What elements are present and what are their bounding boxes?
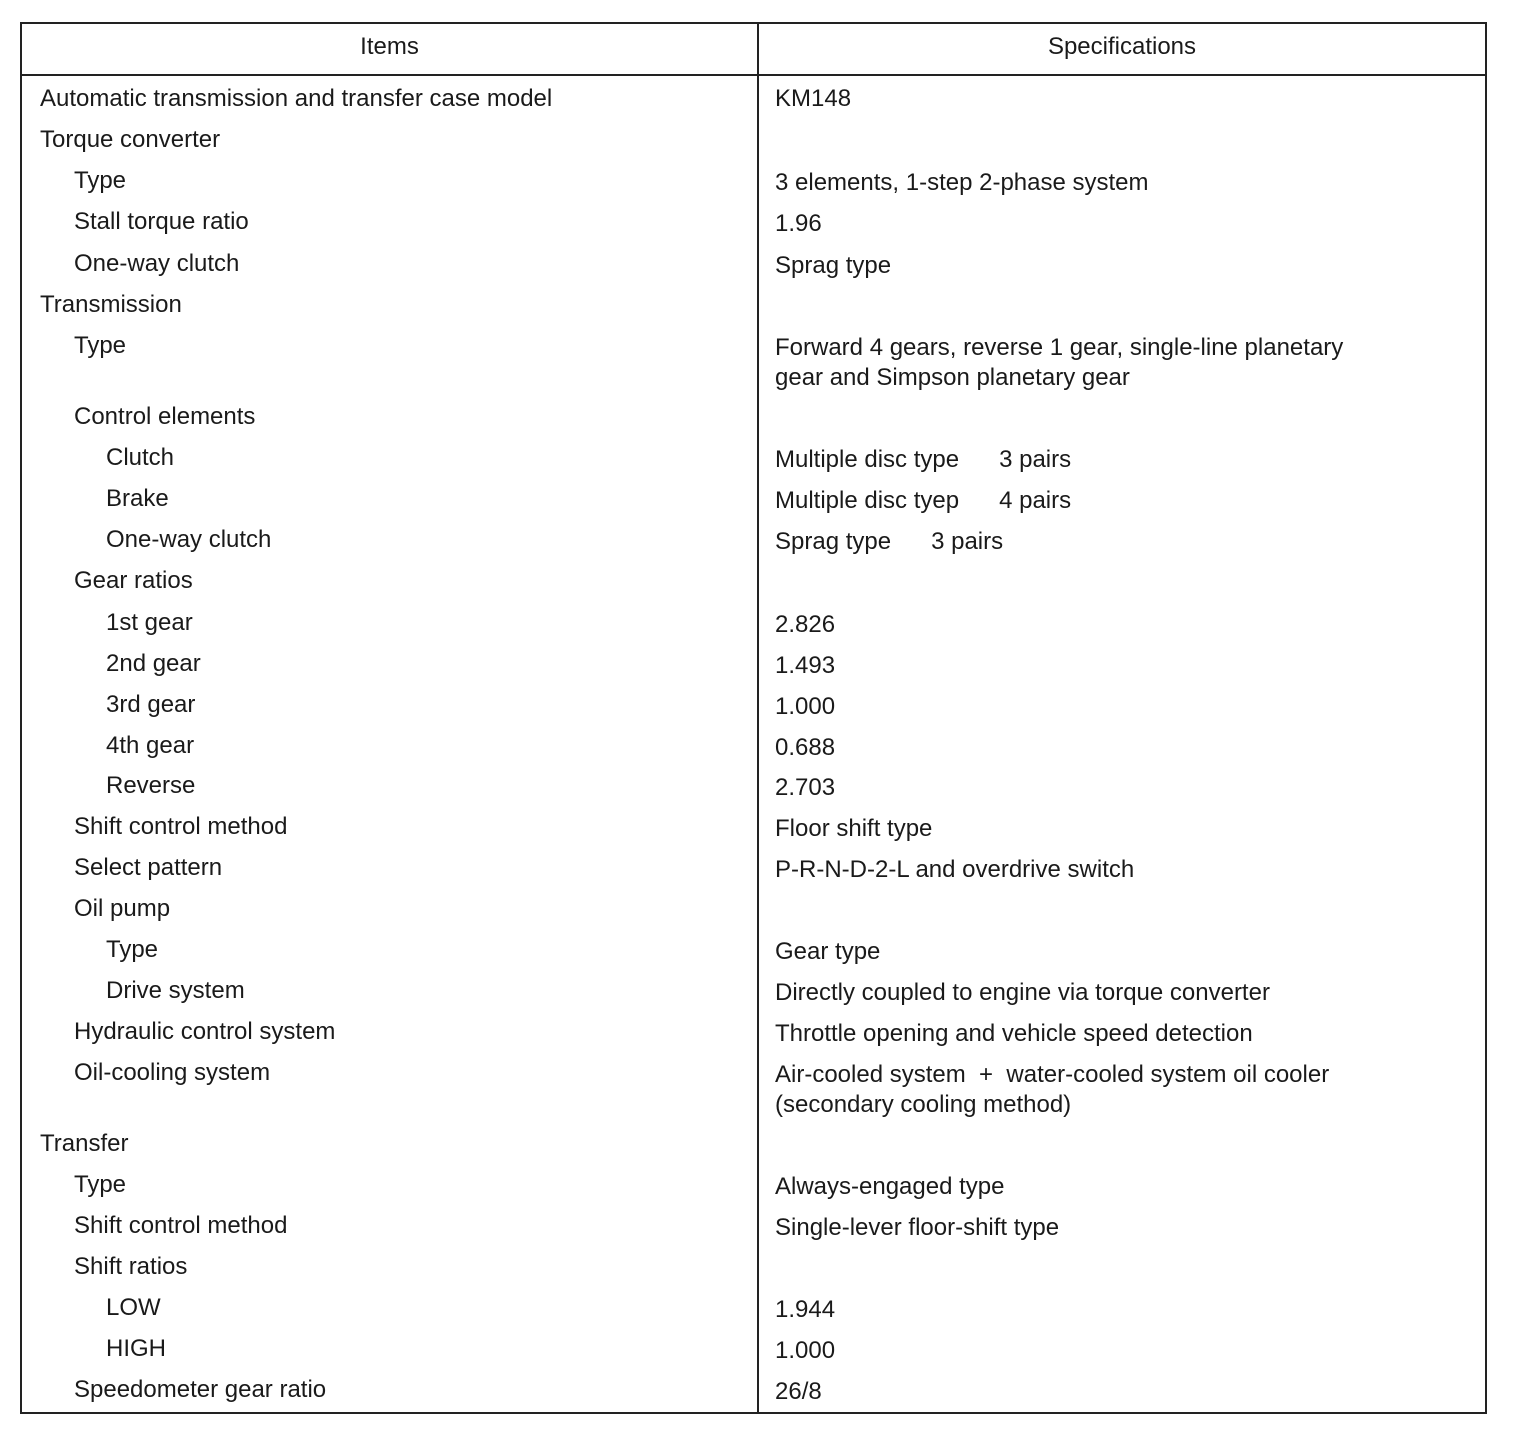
spec-value: Multiple disc type 3 pairs bbox=[775, 446, 1072, 473]
spec-value: 2.826 bbox=[775, 611, 836, 638]
spec-value: KM148 bbox=[775, 85, 852, 112]
header-items: Items bbox=[360, 33, 419, 60]
spec-value: Floor shift type bbox=[775, 815, 933, 842]
spec-table bbox=[20, 22, 1487, 1414]
item-label: Stall torque ratio bbox=[74, 208, 249, 235]
item-label: Clutch bbox=[106, 444, 175, 471]
spec-value: Air-cooled system + water-cooled system oil cooler (secondary cooling method) bbox=[775, 1061, 1330, 1118]
item-label: Automatic transmission and transfer case model bbox=[40, 85, 553, 112]
item-label: 2nd gear bbox=[106, 650, 201, 677]
spec-value: Single-lever floor-shift type bbox=[775, 1214, 1060, 1241]
item-label: Oil-cooling system bbox=[74, 1059, 271, 1086]
spec-value: P-R-N-D-2-L and overdrive switch bbox=[775, 856, 1135, 883]
spec-value: Multiple disc tyep 4 pairs bbox=[775, 487, 1072, 514]
item-label: Gear ratios bbox=[74, 567, 193, 594]
item-label: 1st gear bbox=[106, 609, 193, 636]
item-label: HIGH bbox=[106, 1335, 166, 1362]
item-label: Reverse bbox=[106, 772, 196, 799]
item-label: Transfer bbox=[40, 1130, 129, 1157]
item-label: LOW bbox=[106, 1294, 161, 1321]
spec-value: Always-engaged type bbox=[775, 1173, 1005, 1200]
spec-value: 26/8 bbox=[775, 1378, 822, 1405]
item-label: 3rd gear bbox=[106, 691, 196, 718]
spec-value: Gear type bbox=[775, 938, 881, 965]
item-label: Control elements bbox=[74, 403, 256, 430]
spec-value: Sprag type bbox=[775, 252, 892, 279]
item-label: Type bbox=[74, 1171, 127, 1198]
item-label: Drive system bbox=[106, 977, 245, 1004]
item-label: Shift control method bbox=[74, 1212, 288, 1239]
spec-value: 1.000 bbox=[775, 1337, 836, 1364]
item-label: Type bbox=[106, 936, 159, 963]
spec-value: 1.000 bbox=[775, 693, 836, 720]
spec-value: 3 elements, 1-step 2-phase system bbox=[775, 169, 1149, 196]
spec-value: 2.703 bbox=[775, 774, 836, 801]
item-label: Oil pump bbox=[74, 895, 171, 922]
item-label: Hydraulic control system bbox=[74, 1018, 336, 1045]
item-label: Speedometer gear ratio bbox=[74, 1376, 327, 1403]
item-label: Torque converter bbox=[40, 126, 221, 153]
column-divider bbox=[757, 24, 759, 1412]
spec-value: Forward 4 gears, reverse 1 gear, single-line planetary gear and Simpson planetary gear bbox=[775, 334, 1344, 391]
spec-value: Directly coupled to engine via torque converter bbox=[775, 979, 1270, 1006]
item-label: One-way clutch bbox=[106, 526, 272, 553]
spec-value: 1.493 bbox=[775, 652, 836, 679]
spec-value: 1.944 bbox=[775, 1296, 836, 1323]
item-label: Brake bbox=[106, 485, 169, 512]
header-specifications: Specifications bbox=[1047, 33, 1197, 60]
spec-value: Sprag type 3 pairs bbox=[775, 528, 1004, 555]
item-label: Transmission bbox=[40, 291, 182, 318]
spec-value: 1.96 bbox=[775, 210, 822, 237]
item-label: Type bbox=[74, 167, 127, 194]
item-label: Shift ratios bbox=[74, 1253, 188, 1280]
item-label: One-way clutch bbox=[74, 250, 240, 277]
spec-value: Throttle opening and vehicle speed detection bbox=[775, 1020, 1253, 1047]
table-header bbox=[22, 24, 1485, 76]
item-label: Type bbox=[74, 332, 127, 359]
item-label: Shift control method bbox=[74, 813, 288, 840]
spec-value: 0.688 bbox=[775, 734, 836, 761]
item-label: 4th gear bbox=[106, 732, 195, 759]
item-label: Select pattern bbox=[74, 854, 223, 881]
